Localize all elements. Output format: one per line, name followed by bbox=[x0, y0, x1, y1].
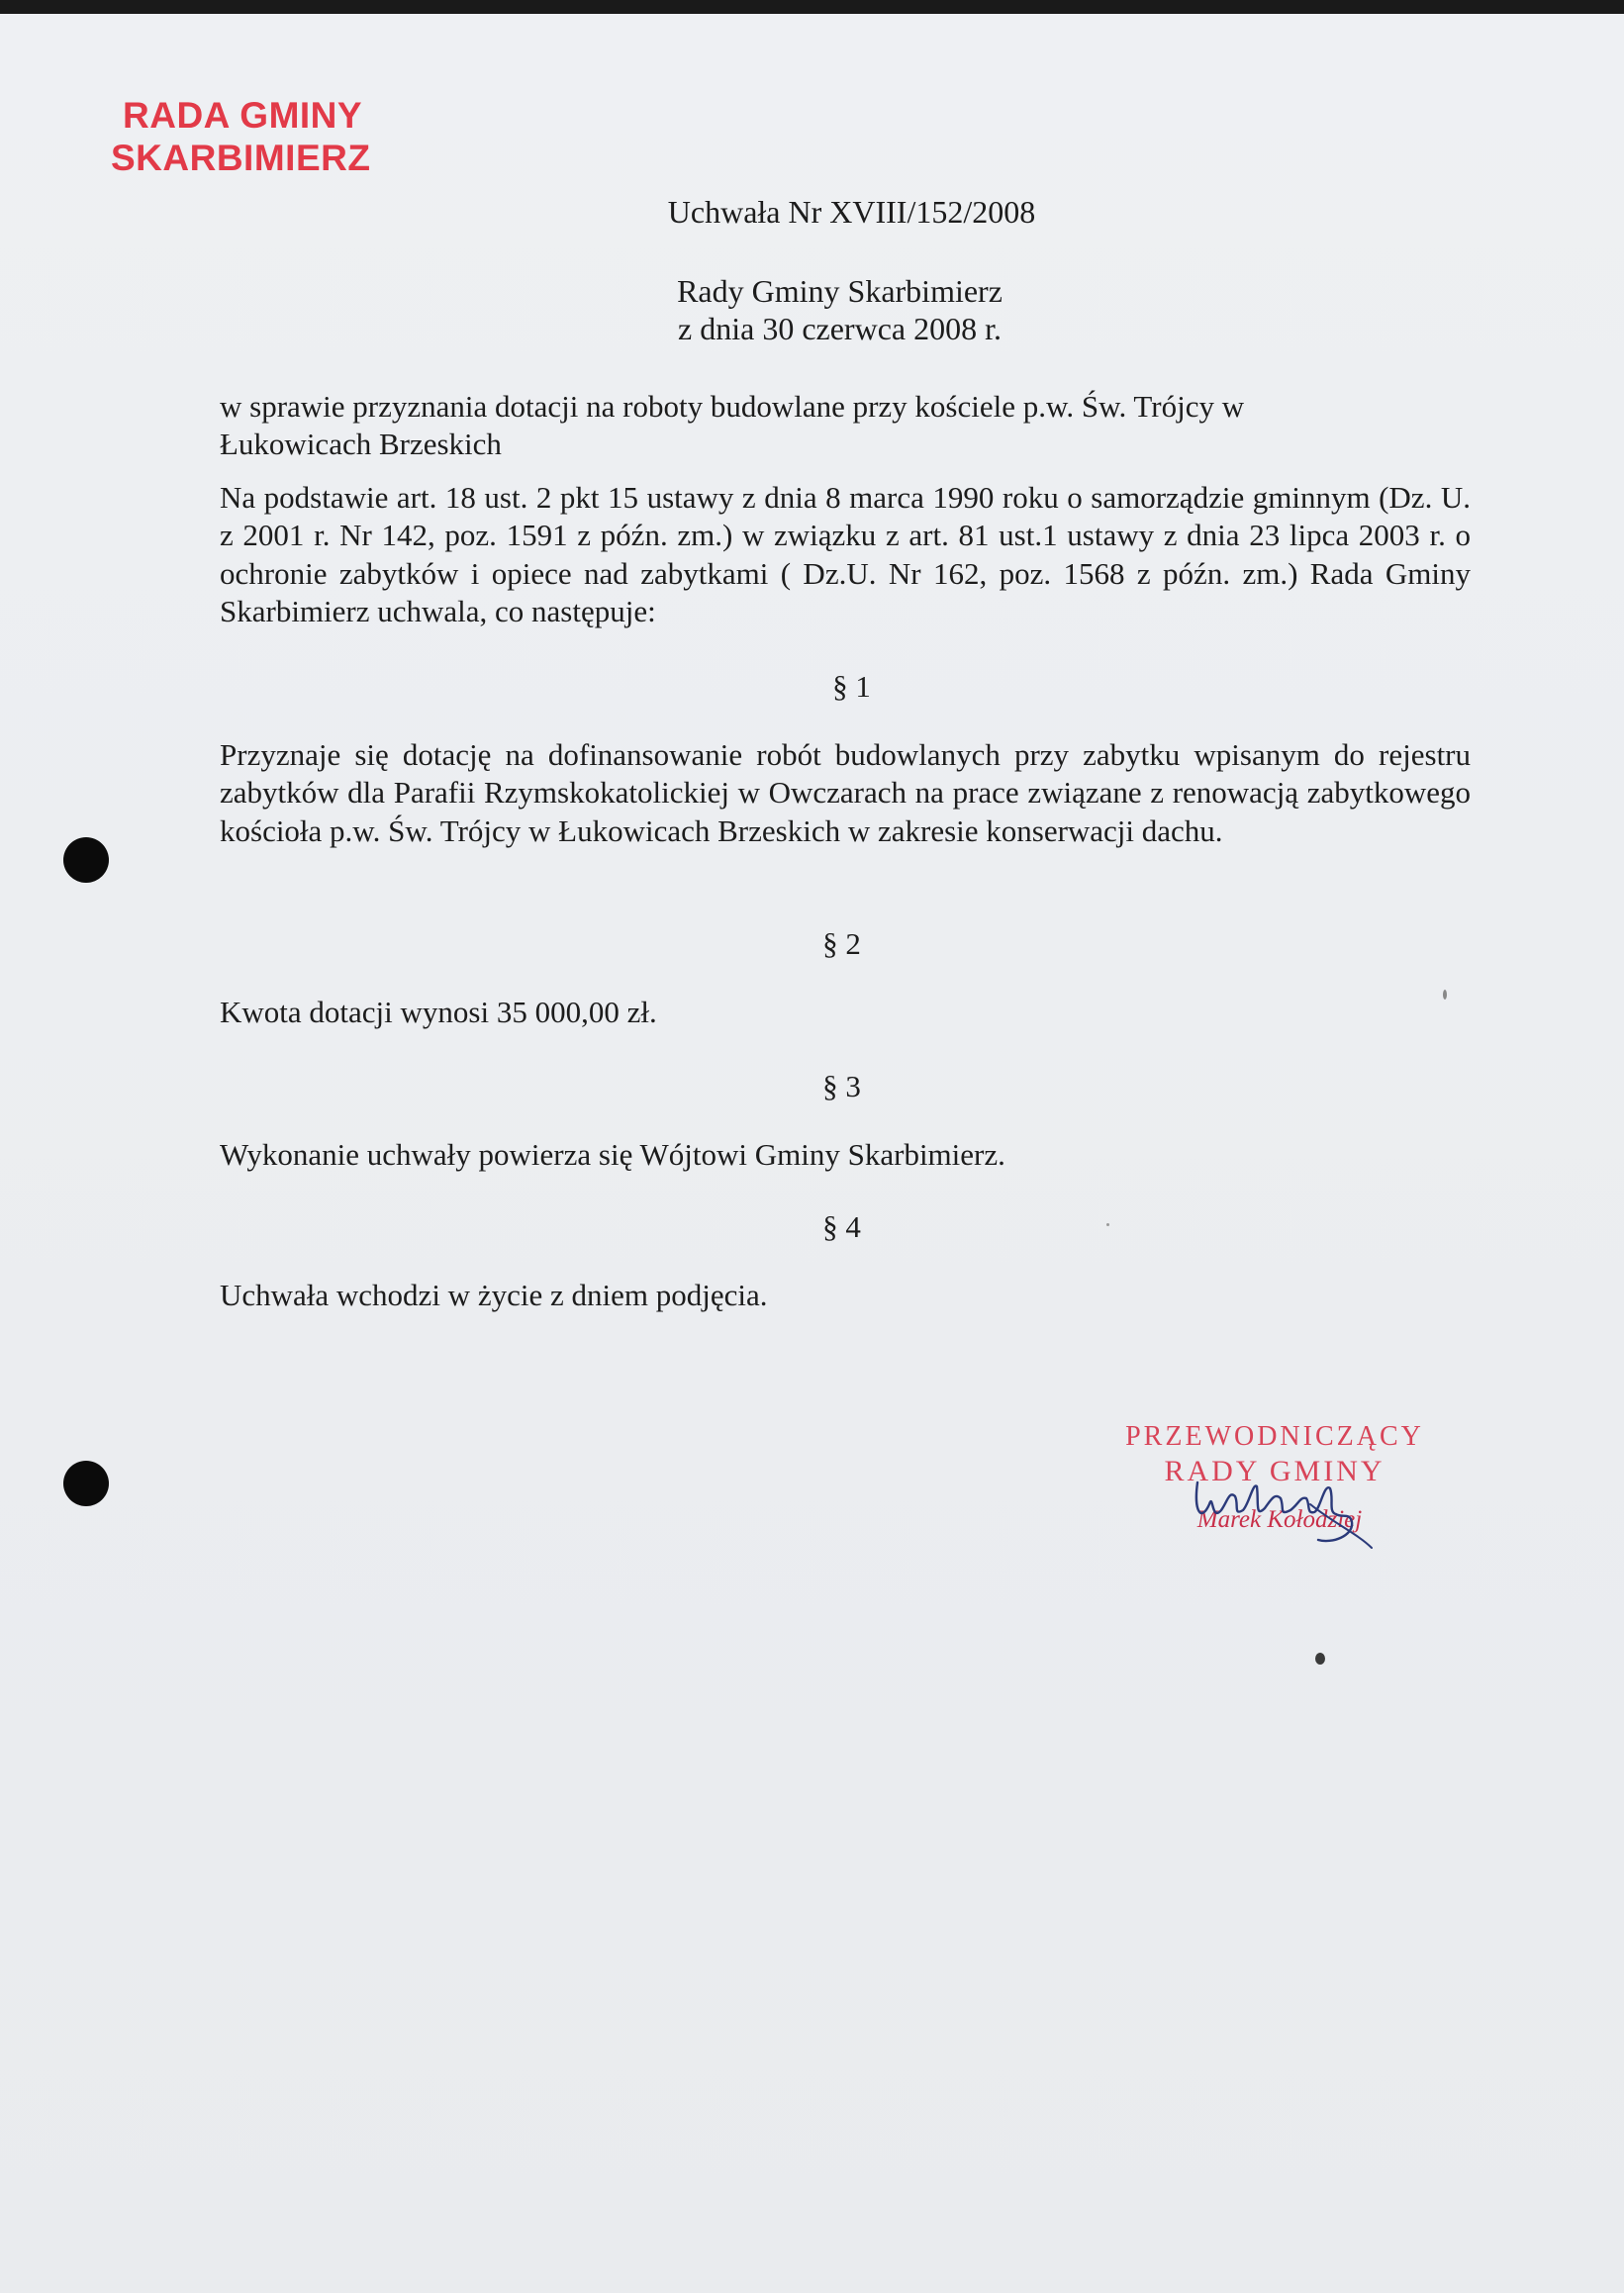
scan-speck bbox=[1315, 1653, 1325, 1665]
scan-top-edge bbox=[0, 0, 1624, 14]
paragraph-mark-4: § 4 bbox=[822, 1209, 861, 1244]
paragraph-text-3: Wykonanie uchwały powierza się Wójtowi Gminy Skarbimierz. bbox=[220, 1137, 1005, 1172]
header-stamp-line1: RADA GMINY bbox=[123, 95, 363, 136]
legal-basis: Na podstawie art. 18 ust. 2 pkt 15 ustawy z dnia 8 marca 1990 roku o samorządzie gminnym (Dz. U. z 2001 r. Nr 142, poz. 1591 z późn. zm.) w związku z art. 81 ust.1 ustawy z dnia 23 lipca 2003 r. o ochronie zabytków i opiece nad zabytkami ( Dz.U. Nr 162, poz. 1568 z późn. zm.) Rada Gminy Skarbimierz uchwala, co następuje: bbox=[220, 480, 1471, 629]
resolution-date: z dnia 30 czerwca 2008 r. bbox=[678, 311, 1002, 346]
paragraph-text-4: Uchwała wchodzi w życie z dniem podjęcia. bbox=[220, 1278, 768, 1312]
resolution-number: Uchwała Nr XVIII/152/2008 bbox=[667, 194, 1036, 230]
resolution-subject: w sprawie przyznania dotacji na roboty budowlane przy kościele p.w. Św. Trójcy w Łukowicach Brzeskich bbox=[220, 389, 1245, 462]
stamp-role: PRZEWODNICZĄCY bbox=[1125, 1421, 1424, 1452]
stamp-body: RADY GMINY bbox=[1164, 1455, 1385, 1487]
handwritten-signature bbox=[1184, 1453, 1382, 1562]
paragraph-mark-3: § 3 bbox=[822, 1069, 861, 1103]
resolution-issuer: Rady Gminy Skarbimierz bbox=[677, 273, 1003, 309]
paragraph-mark-1: § 1 bbox=[832, 669, 871, 704]
punch-hole-bottom bbox=[63, 1461, 109, 1506]
council-header-stamp bbox=[111, 95, 370, 179]
paragraph-mark-2: § 2 bbox=[822, 926, 861, 961]
paragraph-text-1: Przyznaje się dotację na dofinansowanie robót budowlanych przy zabytku wpisanym do rejestru zabytków dla Parafii Rzymskokatolickiej w Owczarach na prace związane z renowacją zabytkowego kościoła p.w. Św. Trójcy w Łukowicach Brzeskich w zakresie konserwacji dachu. bbox=[220, 737, 1471, 848]
scan-speck bbox=[1443, 990, 1447, 1000]
scan-speck bbox=[1106, 1223, 1109, 1226]
paragraph-text-2: Kwota dotacji wynosi 35 000,00 zł. bbox=[220, 995, 657, 1029]
punch-hole-top bbox=[63, 837, 109, 883]
stamp-name: Marek Kołodziej bbox=[1196, 1506, 1363, 1533]
header-stamp-line2: SKARBIMIERZ bbox=[111, 137, 371, 178]
